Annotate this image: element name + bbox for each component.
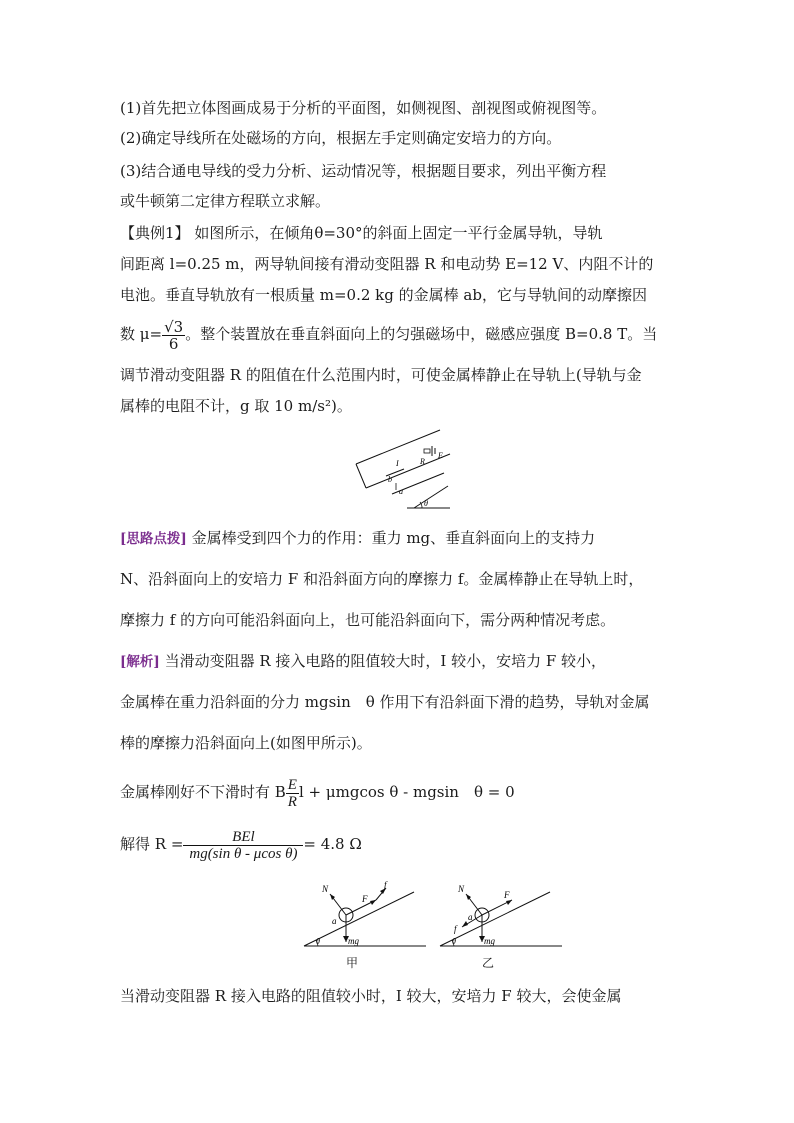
hint-line-1: [思路点拨] 金属棒受到四个力的作用：重力 mg、垂直斜面向上的支持力 [120, 529, 596, 547]
incline-rail-figure [352, 428, 454, 512]
svg-text:θ: θ [316, 937, 320, 946]
solution-line-2: 金属棒在重力沿斜面的分力 mgsin θ 作用下有沿斜面下滑的趋势，导轨对金属 [120, 693, 650, 711]
label-I: I [396, 459, 399, 468]
step-2: (2)确定导线所在处磁场的方向，根据左手定则确定安培力的方向。 [120, 129, 562, 147]
svg-text:F: F [362, 894, 368, 904]
force-diagram-yi [436, 880, 566, 952]
solution-last-line: 当滑动变阻器 R 接入电路的阻值较小时，I 较大，安培力 F 较大，会使金属 [120, 987, 622, 1005]
example-line-6: 属棒的电阻不计，g 取 10 m/s²)。 [120, 397, 352, 415]
solution-line-3: 棒的摩擦力沿斜面向上(如图甲所示)。 [120, 734, 372, 752]
equation-2: 解得 R = $\frac{\text{BEl}}{\text{mg(sin θ - μcos θ)}}$ = 4.8 Ω [120, 828, 362, 862]
force-diagram-jia [300, 880, 430, 952]
e-over-r-fraction: $\frac{E}{R}$ [287, 776, 297, 810]
label-b: b [388, 475, 392, 484]
example-line-2: 间距离 l=0.25 m，两导轨间接有滑动变阻器 R 和电动势 E=12 V、内阻不计的 [120, 255, 654, 273]
mu-fraction: $\frac{√3}{6}$ [164, 317, 184, 353]
svg-text:mg: mg [348, 936, 359, 946]
solution-line-1: [解析] 当滑动变阻器 R 接入电路的阻值较大时，I 较小，安培力 F 较小， [120, 652, 607, 670]
example-line-3: 电池。垂直导轨放有一根质量 m=0.2 kg 的金属棒 ab，它与导轨间的动摩擦因 [120, 286, 647, 304]
label-E: E [438, 451, 443, 460]
hint-line-2: N、沿斜面向上的安培力 F 和沿斜面方向的摩擦力 f。金属棒静止在导轨上时， [120, 570, 644, 588]
svg-text:N: N [458, 884, 465, 894]
label-R: R [420, 457, 425, 466]
svg-text:a: a [332, 916, 337, 926]
solution-tag: [解析] [120, 654, 160, 670]
equation-1: 金属棒刚好不下滑时有 B $\frac{E}{R}$ l + μmgcos θ - mgsin θ = 0 [120, 776, 515, 810]
example-line-5: 调节滑动变阻器 R 的阻值在什么范围内时，可使金属棒静止在导轨上(导轨与金 [120, 366, 642, 384]
r-fraction: $\frac{\text{BEl}}{\text{mg(sin θ - μcos θ)}}$ [183, 829, 303, 862]
svg-text:θ: θ [452, 937, 456, 946]
hint-tag: [思路点拨] [120, 531, 187, 547]
label-theta: θ [424, 499, 428, 508]
svg-text:F: F [504, 890, 510, 900]
svg-text:f: f [384, 880, 387, 890]
label-a: a [399, 487, 403, 496]
hint-line-3: 摩擦力 f 的方向可能沿斜面向上，也可能沿斜面向下，需分两种情况考虑。 [120, 611, 616, 629]
svg-text:N: N [322, 884, 329, 894]
step-3-line-2: 或牛顿第二定律方程联立求解。 [120, 192, 331, 210]
caption-jia: 甲 [346, 956, 359, 970]
example-line-4: 数 μ= $\frac{√3}{6}$ 。整个装置放在垂直斜面向上的匀强磁场中，磁感应强度 B=0.8 T。当 [120, 317, 658, 353]
caption-yi: 乙 [482, 956, 495, 970]
step-3-line-1: (3)结合通电导线的受力分析、运动情况等，根据题目要求，列出平衡方程 [120, 162, 607, 180]
step-1: (1)首先把立体图画成易于分析的平面图，如侧视图、剖视图或俯视图等。 [120, 99, 607, 117]
svg-text:mg: mg [484, 936, 495, 946]
svg-text:f: f [454, 924, 457, 934]
example-label: 【典例1】 [120, 224, 190, 242]
example-line-1: 【典例1】 如图所示，在倾角θ=30°的斜面上固定一平行金属导轨，导轨 [120, 224, 603, 242]
svg-text:a: a [468, 912, 473, 922]
